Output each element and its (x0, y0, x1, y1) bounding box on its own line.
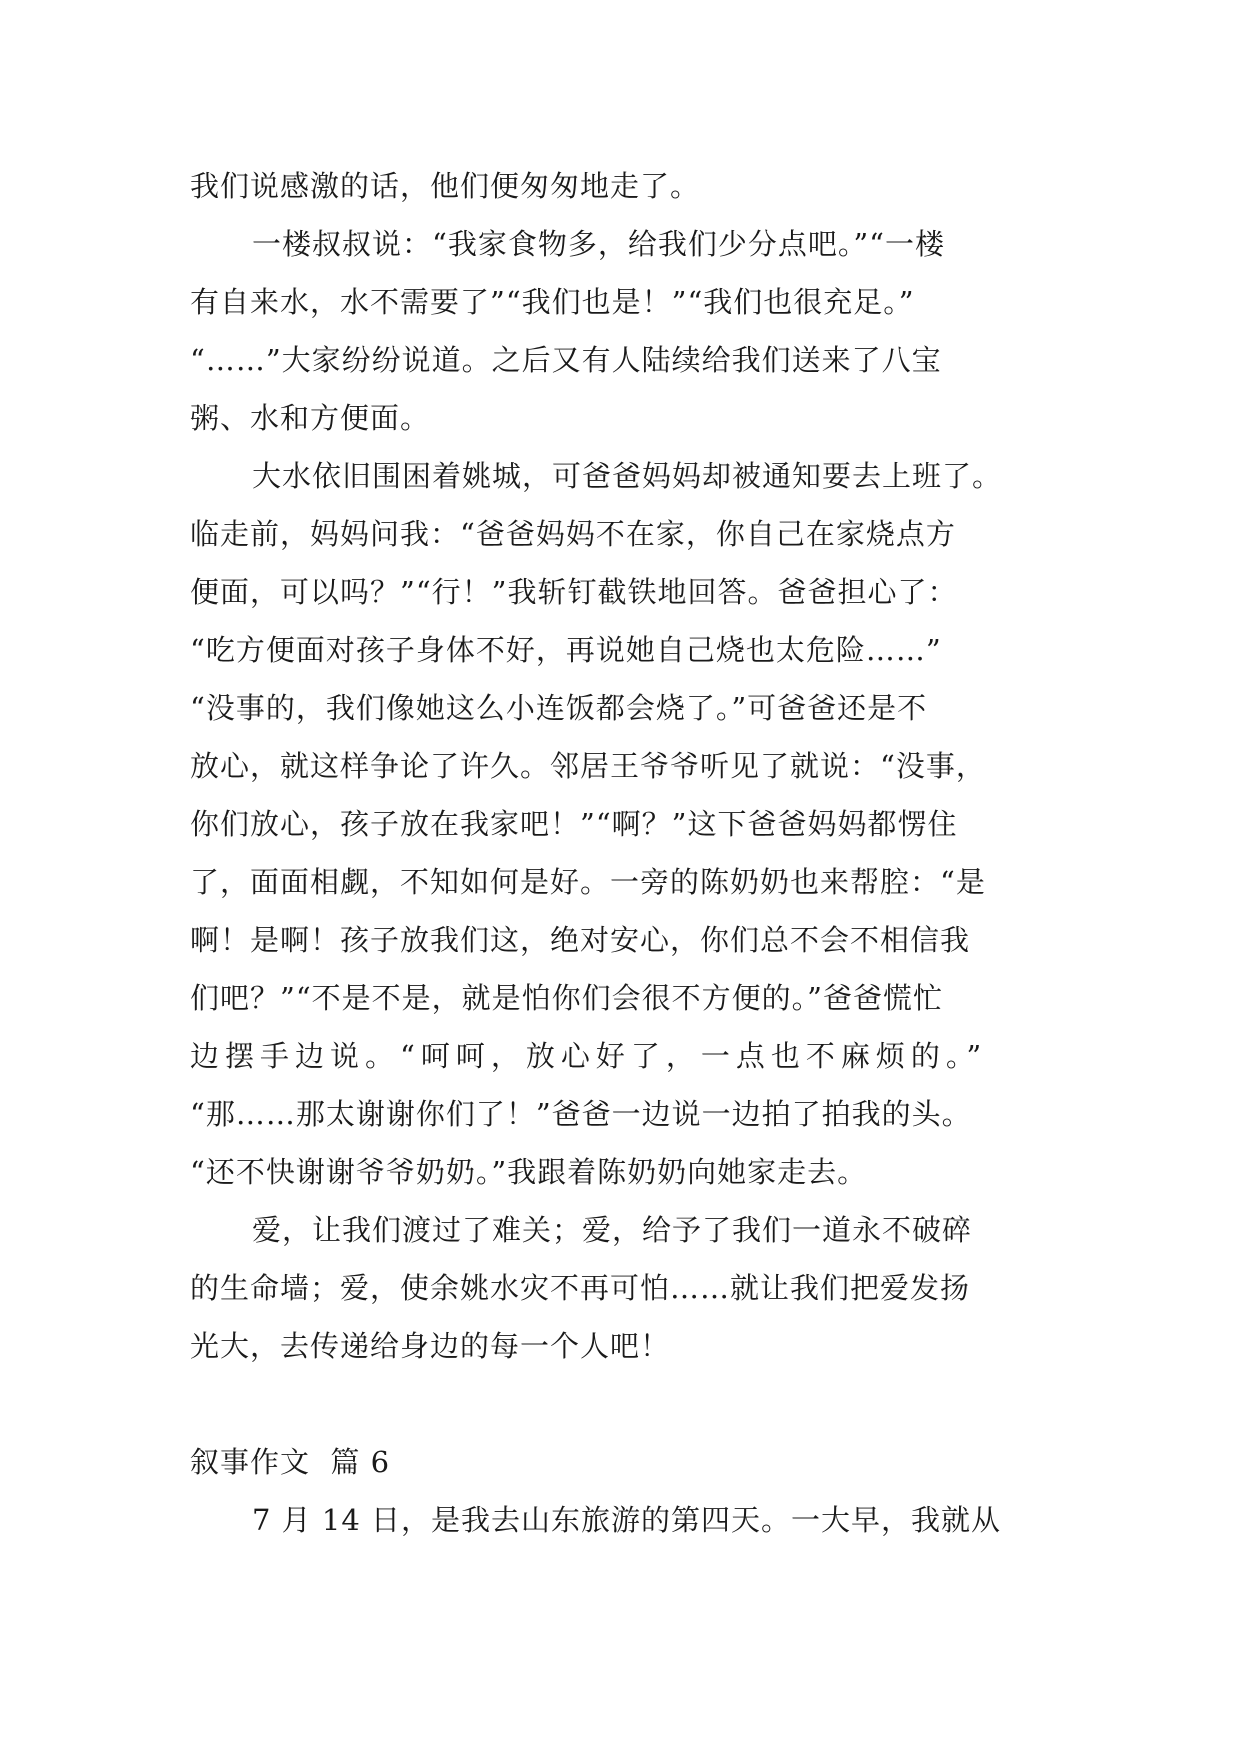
paragraph-line: 们吧？”“不是不是，就是怕你们会很不方便的。”爸爸慌忙 (190, 981, 943, 1015)
paragraph-line: 大水依旧围困着姚城，可爸爸妈妈却被通知要去上班了。 (252, 459, 1003, 493)
paragraph-line: 便面，可以吗？”“行！”我斩钉截铁地回答。爸爸担心了： (190, 575, 958, 609)
paragraph-line: 临走前，妈妈问我：“爸爸妈妈不在家，你自己在家烧点方 (190, 517, 956, 551)
section-heading: 叙事作文 篇 6 (190, 1445, 391, 1479)
paragraph-line: 光大，去传递给身边的每一个人吧！ (190, 1329, 671, 1363)
paragraph-line: 粥、水和方便面。 (190, 401, 431, 435)
paragraph-line: “没事的，我们像她这么小连饭都会烧了。”可爸爸还是不 (190, 691, 928, 725)
paragraph-line: 7 月 14 日，是我去山东旅游的第四天。一大早，我就从 (252, 1503, 1002, 1537)
paragraph-line: 你们放心，孩子放在我家吧！”“啊？”这下爸爸妈妈都愣住 (190, 807, 958, 841)
paragraph-line: “还不快谢谢爷爷奶奶。”我跟着陈奶奶向她家走去。 (190, 1155, 868, 1189)
paragraph-line: 放心，就这样争论了许久。邻居王爷爷听见了就说：“没事， (190, 749, 986, 783)
paragraph-line: “那……那太谢谢你们了！”爸爸一边说一边拍了拍我的头。 (190, 1097, 972, 1131)
paragraph-line: 了，面面相觑，不知如何是好。一旁的陈奶奶也来帮腔：“是 (190, 865, 986, 899)
paragraph-line: 啊！是啊！孩子放我们这，绝对安心，你们总不会不相信我 (190, 923, 971, 957)
paragraph-line: 爱，让我们渡过了难关；爱，给予了我们一道永不破碎 (252, 1213, 973, 1247)
paragraph-line: 有自来水，水不需要了”“我们也是！”“我们也很充足。” (190, 285, 915, 319)
paragraph-line: 一楼叔叔说：“我家食物多，给我们少分点吧。”“一楼 (252, 227, 945, 261)
paragraph-line: “吃方便面对孩子身体不好，再说她自己烧也太危险……” (190, 633, 942, 667)
paragraph-line: 我们说感激的话，他们便匆匆地走了。 (190, 169, 701, 203)
paragraph-line: “……”大家纷纷说道。之后又有人陆续给我们送来了八宝 (190, 343, 942, 377)
paragraph-line: 边摆手边说。“呵呵，放心好了，一点也不麻烦的。” (190, 1039, 988, 1073)
paragraph-line: 的生命墙；爱，使余姚水灾不再可怕……就让我们把爱发扬 (190, 1271, 971, 1305)
